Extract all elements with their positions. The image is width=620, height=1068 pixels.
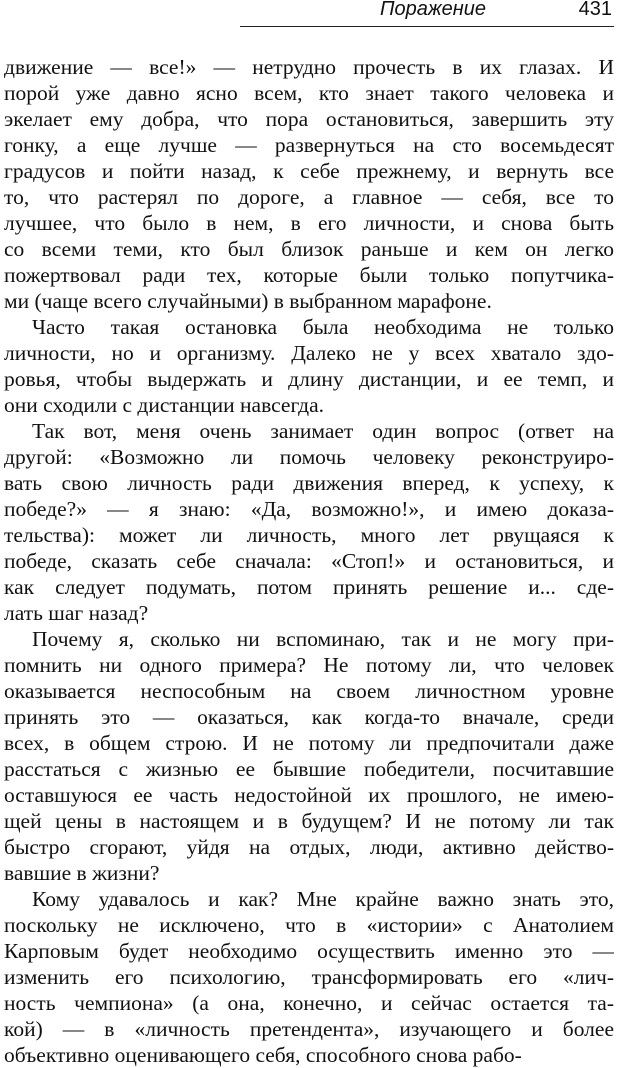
text-line: пожертвовал ради тех, которые были только попутчика-: [4, 263, 614, 287]
text-line: победе, сказать себе сначала: «Стоп!» и остановиться, и: [4, 549, 614, 573]
text-line: вавшие в жизни?: [4, 861, 160, 885]
text-line: градусов и пойти назад, к себе прежнему, и вернуть все: [4, 159, 614, 183]
text-line: Карповым будет необходимо осуществить именно это —: [4, 939, 614, 963]
paragraph: [4, 54, 614, 314]
text-line: победе?» — я знаю: «Да, возможно!», и имею доказа-: [4, 497, 614, 521]
text-line: гонку, а еще лучше — развернуться на сто восемьдесят: [4, 133, 614, 157]
text-line: объективно оценивающего себя, способного снова рабо-: [4, 1043, 522, 1067]
text-line: личности, но и организму. Далеко не у всех хватало здо-: [4, 341, 614, 365]
text-line: помнить ни одного примера? Не потому ли, что человек: [4, 653, 614, 677]
text-line: лать шаг назад?: [4, 601, 149, 625]
text-line: вать свою личность ради движения вперед, к успеху, к: [4, 471, 614, 495]
text-line: поскольку не исключено, что в «истории» с Анатолием: [4, 913, 614, 937]
text-line: расстаться с жизнью ее бывшие победители, посчитавшие: [4, 757, 614, 781]
running-header: [240, 0, 614, 27]
text-line: Часто такая остановка была необходима не только: [32, 315, 614, 339]
text-line: оказывается неспособным на своем личностном уровне: [4, 679, 614, 703]
paragraph: [4, 626, 614, 886]
text-line: принять это — оказаться, как когда-то вначале, среди: [4, 705, 614, 729]
text-line: они сходили с дистанции навсегда.: [4, 393, 325, 417]
text-line: порой уже давно ясно всем, кто знает такого человека и: [4, 81, 614, 105]
text-line: кой) — в «личность претендента», изучающего и более: [4, 1017, 614, 1041]
text-line: ровья, чтобы выдержать и длину дистанции, и ее темп, и: [4, 367, 614, 391]
text-line: лучшее, что было в нем, в его личности, и снова быть: [4, 211, 614, 235]
text-line: изменить его психологию, трансформировать его «лич-: [4, 965, 614, 989]
page-number: 431: [578, 0, 612, 20]
running-title: Поражение: [380, 0, 486, 20]
text-line: быстро сгорают, уйдя на отдых, люди, активно действо-: [4, 835, 614, 859]
paragraph: [4, 886, 614, 1068]
paragraph: [4, 314, 614, 418]
text-line: оставшуюся ее часть недостойной их прошлого, не имею-: [4, 783, 614, 807]
text-line: то, что растерял по дороге, а главное — себя, все то: [4, 185, 614, 209]
paragraph: [4, 418, 614, 626]
text-line: движение — все!» — нетрудно прочесть в их глазах. И: [4, 55, 614, 79]
text-line: со всеми теми, кто был близок раньше и кем он легко: [4, 237, 614, 261]
text-line: тельства): может ли личность, много лет рвущаяся к: [4, 523, 614, 547]
text-line: всех, в общем строю. И не потому ли предпочитали даже: [4, 731, 614, 755]
text-line: экелает ему добра, что пора остановиться, завершить эту: [4, 107, 614, 131]
text-line: ми (чаще всего случайными) в выбранном марафоне.: [4, 289, 492, 313]
body-text: [4, 54, 614, 1068]
text-line: Почему я, сколько ни вспоминаю, так и не могу при-: [32, 627, 614, 651]
text-line: как следует подумать, потом принять решение и... сде-: [4, 575, 614, 599]
text-line: Так вот, меня очень занимает один вопрос (ответ на: [32, 419, 614, 443]
text-line: щей цены в настоящем и в будущем? И не потому ли так: [4, 809, 614, 833]
text-line: ность чемпиона» (а она, конечно, и сейчас остается та-: [4, 991, 614, 1015]
text-line: другой: «Возможно ли помочь человеку реконструиро-: [4, 445, 614, 469]
text-line: Кому удавалось и как? Мне крайне важно знать это,: [32, 887, 614, 911]
